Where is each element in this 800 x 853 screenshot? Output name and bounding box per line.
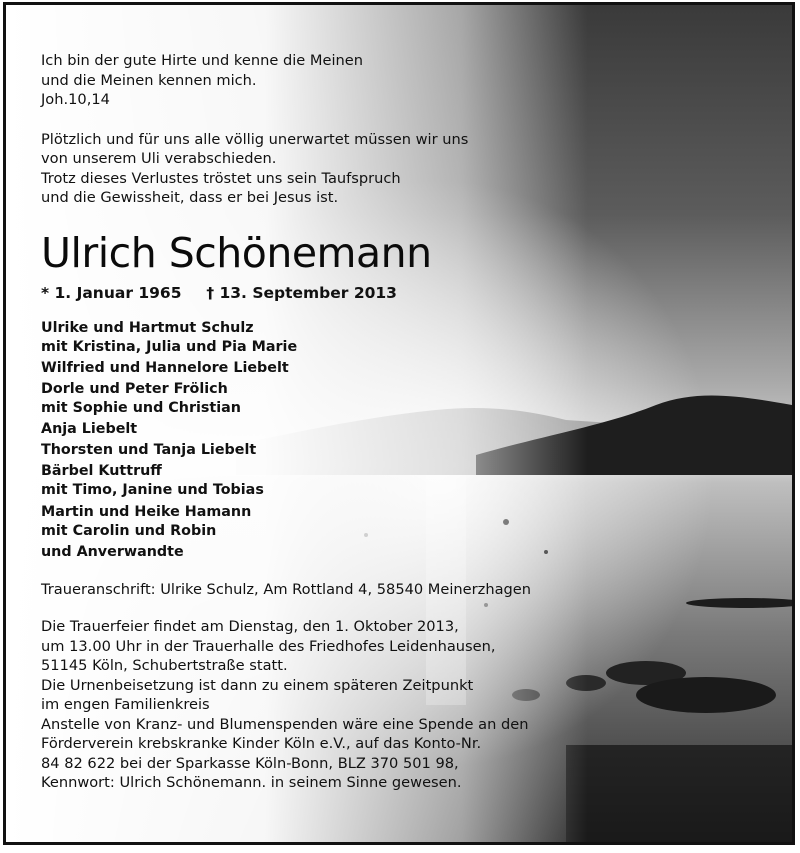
- family-entry: [41, 543, 561, 562]
- family-line: Martin und Heike Hamann: [41, 503, 252, 520]
- verse-reference: Joh.10,14: [41, 91, 110, 108]
- ceremony-line: im engen Familienkreis: [41, 696, 210, 714]
- family-entry: [41, 441, 561, 460]
- ceremony-line: um 13.00 Uhr in der Trauerhalle des Friedhofes Leidenhausen,: [41, 637, 496, 655]
- verse-line: Ich bin der gute Hirte und kenne die Meinen: [41, 52, 363, 69]
- ceremony-line: Kennwort: Ulrich Schönemann. in seinem Sinne gewesen.: [41, 774, 462, 792]
- ceremony-details: [41, 617, 561, 793]
- intro-text: [41, 130, 561, 208]
- family-entry: [41, 503, 561, 541]
- family-line: mit Sophie und Christian: [41, 399, 241, 416]
- ceremony-line: 51145 Köln, Schubertstraße statt.: [41, 657, 288, 675]
- ceremony-line: 84 82 622 bei der Sparkasse Köln-Bonn, BLZ 370 501 98,: [41, 754, 459, 772]
- family-entry: [41, 359, 561, 378]
- family-line: Ulrike und Hartmut Schulz: [41, 319, 254, 336]
- family-entry: [41, 462, 561, 500]
- obituary-notice: [3, 2, 795, 845]
- family-line: Anja Liebelt: [41, 421, 138, 438]
- family-line: und Anverwandte: [41, 543, 184, 560]
- intro-line: Trotz dieses Verlustes tröstet uns sein Taufspruch: [41, 169, 401, 187]
- ceremony-line: Die Trauerfeier findet am Dienstag, den 1. Oktober 2013,: [41, 618, 459, 636]
- family-line: mit Kristina, Julia und Pia Marie: [41, 338, 298, 355]
- verse-line: und die Meinen kennen mich.: [41, 71, 257, 89]
- life-dates: [41, 283, 561, 303]
- ceremony-line: Förderverein krebskranke Kinder Köln e.V., auf das Konto-Nr.: [41, 735, 482, 753]
- family-line: Thorsten und Tanja Liebelt: [41, 442, 257, 459]
- family-entry: [41, 319, 561, 357]
- survivors-list: [41, 319, 561, 562]
- family-line: Bärbel Kuttruff: [41, 463, 162, 480]
- family-line: Wilfried und Hannelore Liebelt: [41, 359, 289, 376]
- intro-line: von unserem Uli verabschieden.: [41, 150, 277, 167]
- death-date: † 13. September 2013: [206, 283, 397, 302]
- family-entry: [41, 380, 561, 418]
- mourning-address: Traueranschrift: Ulrike Schulz, Am Rottland 4, 58540 Meinerzhagen: [41, 580, 532, 598]
- bible-verse: [41, 51, 561, 110]
- family-entry: [41, 420, 561, 439]
- family-line: mit Timo, Janine und Tobias: [41, 482, 264, 499]
- family-line: mit Carolin und Robin: [41, 522, 217, 539]
- obituary-text: [41, 51, 561, 793]
- birth-date: * 1. Januar 1965: [41, 283, 182, 302]
- deceased-name: Ulrich Schönemann: [41, 228, 432, 277]
- intro-line: Plötzlich und für uns alle völlig unerwartet müssen wir uns: [41, 130, 469, 148]
- intro-line: und die Gewissheit, dass er bei Jesus ist.: [41, 189, 339, 206]
- ceremony-line: Die Urnenbeisetzung ist dann zu einem späteren Zeitpunkt: [41, 676, 474, 694]
- family-line: Dorle und Peter Frölich: [41, 380, 228, 397]
- ceremony-line: Anstelle von Kranz- und Blumenspenden wäre eine Spende an den: [41, 715, 529, 733]
